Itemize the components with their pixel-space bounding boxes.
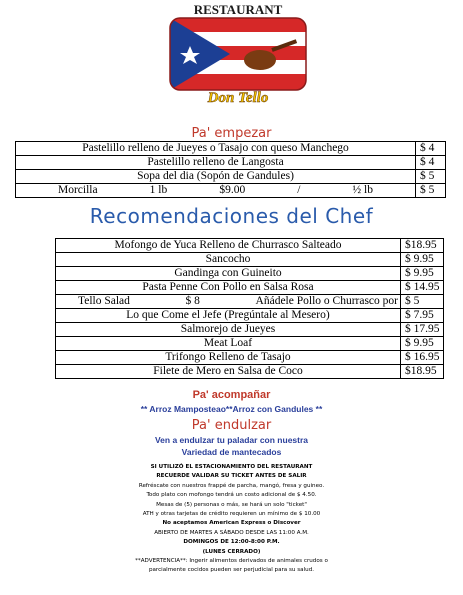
morcilla-sep: /	[297, 184, 301, 196]
item-name: Filete de Mero en Salsa de Coco	[56, 365, 401, 379]
flag-graphic	[170, 18, 306, 90]
item-price: $ 9.95	[401, 267, 444, 281]
item-name: Pasta Penne Con Pollo en Salsa Rosa	[56, 281, 401, 295]
item-price: $ 4	[416, 142, 446, 156]
tello-price1: $ 8	[185, 295, 200, 307]
item-price: $ 7.95	[401, 309, 444, 323]
notes-block	[0, 463, 463, 576]
note-line: parcialmente cocidos pueden ser perjudicial para su salud.	[148, 567, 315, 574]
table-row	[56, 323, 444, 337]
table-row	[56, 253, 444, 267]
chef-recommendations-table	[55, 238, 444, 379]
note-line: DOMINGOS DE 12:00-8:00 P.M.	[183, 539, 280, 546]
item-price: $ 9.95	[401, 337, 444, 351]
item-name: Salmorejo de Jueyes	[56, 323, 401, 337]
morcilla-size1: 1 lb	[149, 184, 168, 196]
morcilla-size2: ½ lb	[352, 184, 373, 196]
item-price: $ 5	[416, 170, 446, 184]
item-price: $ 4	[416, 156, 446, 170]
note-line: No aceptamos American Express o Discover	[162, 520, 301, 527]
note-line: SI UTILIZÓ EL ESTACIONAMIENTO DEL RESTAURANT	[150, 464, 313, 470]
morcilla-name: Morcilla	[58, 184, 98, 196]
item-name: Mofongo de Yuca Relleno de Churrasco Salteado	[56, 239, 401, 253]
dessert-line2: Variedad de mantecados	[181, 447, 282, 457]
table-row	[56, 365, 444, 379]
item-price: $ 5	[401, 295, 444, 309]
note-line: Todo plato con mofongo tendrá un costo adicional de $ 4.50.	[146, 492, 317, 499]
note-line: **ADVERTENCIA**: Ingerir alimentos derivados de animales crudos o	[135, 558, 328, 565]
note-line: ABIERTO DE MARTES A SÁBADO DESDE LAS 11:00 A.M.	[154, 529, 309, 536]
section-title-acompanar: Pa' acompañar	[192, 389, 271, 401]
restaurant-logo	[164, 2, 312, 106]
section-title-empezar: Pa' empezar	[191, 126, 272, 141]
item-name: Meat Loaf	[56, 337, 401, 351]
item-name: Sopa del dia (Sopón de Gandules)	[16, 170, 416, 184]
dessert-text	[0, 434, 463, 458]
item-price: $ 5	[416, 184, 446, 198]
tello-cell	[56, 295, 401, 309]
table-row	[16, 170, 446, 184]
item-name: Pastelillo relleno de Jueyes o Tasajo con queso Manchego	[16, 142, 416, 156]
table-row	[56, 267, 444, 281]
item-price: $18.95	[401, 365, 444, 379]
tello-addon: Añádele Pollo o Churrasco por	[255, 295, 398, 307]
table-row	[56, 309, 444, 323]
table-row	[16, 156, 446, 170]
section-title-chef: Recomendaciones del Chef	[89, 204, 374, 228]
note-line: (LUNES CERRADO)	[202, 548, 261, 555]
item-price: $18.95	[401, 239, 444, 253]
table-row	[56, 281, 444, 295]
section-title-endulzar: Pa' endulzar	[191, 418, 272, 433]
table-row-morcilla	[16, 184, 446, 198]
note-line: RECUERDE VALIDAR SU TICKET ANTES DE SALIR	[156, 473, 307, 480]
note-line: ATH y otras tarjetas de crédito requieren un mínimo de $ 10.00	[142, 511, 321, 518]
note-line: Refréscate con nuestros frappé de parcha, mangó, fresa y guineo.	[138, 482, 325, 489]
table-row	[16, 142, 446, 156]
logo-line1: RESTAURANT	[193, 2, 283, 17]
item-name: Sancocho	[56, 253, 401, 267]
item-price: $ 17.95	[401, 323, 444, 337]
table-row	[56, 351, 444, 365]
item-name: Lo que Come el Jefe (Pregúntale al Mesero)	[56, 309, 401, 323]
item-price: $ 9.95	[401, 253, 444, 267]
table-row	[56, 239, 444, 253]
item-name: Pastelillo relleno de Langosta	[16, 156, 416, 170]
morcilla-price1: $9.00	[219, 184, 246, 196]
dessert-line1: Ven a endulzar tu paladar con nuestra	[154, 435, 309, 445]
appetizers-table	[15, 141, 446, 198]
logo-line2: Don Tello	[207, 90, 269, 106]
item-name: Gandinga con Guineito	[56, 267, 401, 281]
item-price: $ 16.95	[401, 351, 444, 365]
note-line: Mesas de (5) personas o más, se hará un solo "ticket"	[156, 501, 307, 508]
morcilla-cell	[16, 184, 416, 198]
item-price: $ 14.95	[401, 281, 444, 295]
sides-line: ** Arroz Mamposteao**Arroz con Gandules **	[140, 404, 323, 414]
table-row	[56, 337, 444, 351]
item-name: Trifongo Relleno de Tasajo	[56, 351, 401, 365]
table-row-tello	[56, 295, 444, 309]
tello-name: Tello Salad	[78, 295, 130, 307]
